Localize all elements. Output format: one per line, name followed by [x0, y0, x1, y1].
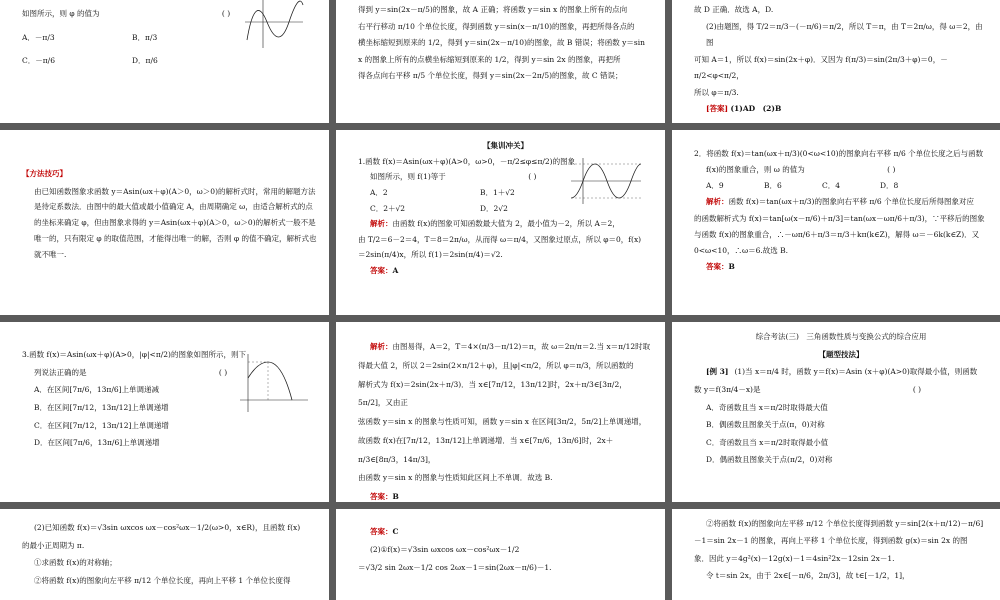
slide-6	[672, 130, 1000, 315]
method-paragraph: 由已知函数图象求函数 y＝Asin(ωx＋φ)(A＞0，ω＞0)的解析式时，常用的解题方法是待定系数法．由图中的最大值或最小值确定 A，由周期确定 ω，由适合解析式的点的坐标来确定 φ，但由图象求得的 y＝Asin(ωx＋φ)(A＞0，ω＞0)的解析式一般不是唯一的，只有限定 φ 的取值范围，才能得出唯一的解，否则 φ 的值不确定，解析式也就不唯一.	[34, 186, 317, 259]
solution-text: 由 T/2＝6－2＝4，T＝8＝2π/ω，从而得 ω＝π/4，又图象过原点，所以 φ＝0，f(x)	[358, 234, 642, 244]
slide-3	[672, 0, 1000, 123]
option-c: C．2＋√2	[370, 203, 406, 213]
solution-text: (2)①f(x)＝√3sin ωxcos ωx－cos²ωx－1/2	[370, 545, 520, 554]
option-b: B．π/3	[132, 32, 158, 42]
sine-graph-figure	[245, 0, 305, 50]
solution-text: ＝√3/2 sin 2ωx－1/2 cos 2ωx－1＝sin(2ωx－π/6)－1.	[358, 563, 552, 572]
solution-line: 得到 y＝sin(2x－π/5)的图象，故 A 正确；将函数 y＝sin x 的图象上所有的点向	[358, 5, 628, 14]
option-d: D．偶函数且图象关于点(π/2，0)对称	[706, 455, 833, 465]
solution-text: 得最大值 2，所以 2＝2sin(2×π/12＋φ)，且|φ|<π/2，所以 φ＝π/3，所以函数的	[358, 360, 634, 370]
solution-text: 故函数 f(x)在[7π/12，13π/12]上单调递增．当 x∈[7π/6，13π/6]时，2x＋π/3∈[8π/3，14π/3]，	[358, 435, 614, 464]
solution-line: 故 D 正确．故选 A，D.	[694, 5, 774, 14]
question-text: f(x)的图象重合，则 ω 的值为	[706, 165, 805, 175]
answer-value: A	[392, 266, 399, 275]
answer-paren: ( )	[887, 165, 896, 175]
answer-value: C	[392, 527, 399, 536]
section-title: 【集训冲关】	[483, 141, 528, 150]
option-d: D．在区间[7π/6，13π/6]上单调递增	[34, 438, 160, 448]
question-text: 2．将函数 f(x)＝tan(ωx＋π/3)(0<ω<10)的图象向右平移 π/6 个单位长度之后与函数	[694, 149, 984, 158]
answer-label: 答案：	[370, 266, 393, 275]
solution-label: 解析：	[370, 219, 393, 229]
solution-text: 象．因此 y＝4g²(x)－12g(x)－1＝4sin²2x－12sin 2x－1.	[694, 553, 895, 563]
option-b: B．在区间[7π/12，13π/12]上单调递增	[34, 402, 169, 412]
question-text: 1.函数 f(x)＝Asin(ωx＋φ)(A>0，ω>0，－π/2≤φ≤π/2)的图象	[358, 156, 576, 166]
solution-text: 解析式为 f(x)＝2sin(2x＋π/3)．当 x∈[7π/12，13π/12]时，2x＋π/3∈[3π/2，5π/2]，又由正	[358, 379, 627, 408]
example-label: [例 3]	[706, 367, 729, 377]
solution-text: 0<ω<10，∴ω＝6.故选 B.	[694, 245, 789, 255]
solution-line: 得各点向右平移 π/5 个单位长度，得到 y＝sin(2x－2π/5)的图象，故 C 错误；	[358, 71, 623, 80]
slide-7	[0, 322, 329, 502]
question-text: 列说法正确的是	[34, 367, 87, 377]
answer-paren: ( )	[912, 384, 922, 394]
method-title: 【方法技巧】	[22, 169, 67, 178]
slide-5	[336, 130, 665, 315]
answer-label: 答案：	[370, 527, 393, 536]
option-b: B．6	[764, 181, 782, 191]
option-b: B．1＋√2	[480, 187, 515, 197]
question-text: ②将函数 f(x)的图象向左平移 π/12 个单位长度，再向上平移 1 个单位长度得	[34, 575, 291, 585]
answer-value: B	[392, 492, 399, 501]
option-b: B．偶函数且图象关于点(π，0)对称	[706, 420, 825, 430]
sine-graph-figure	[571, 156, 643, 206]
solution-line: x 的图象上所有的点横坐标缩短到原来的 1/2，得到 y＝sin 2x 的图象，再把所	[358, 54, 621, 64]
solution-text: 令 t＝sin 2x，由于 2x∈[－π/6，2π/3]，故 t∈[－1/2，1]，	[706, 570, 910, 580]
option-d: D．8	[880, 181, 899, 191]
option-a: A．9	[706, 181, 724, 191]
option-d: D．2√2	[480, 203, 508, 213]
solution-text: 由函数 f(x)的图象可知函数最大值为 2，最小值为－2，所以 A＝2，	[392, 219, 620, 229]
slide-11	[336, 509, 665, 600]
option-c: C．4	[822, 181, 841, 191]
solution-label: 解析：	[706, 197, 729, 207]
question-text: 数 y＝f(3π/4－x)是	[694, 384, 761, 394]
solution-line: (2)由题图，得 T/2＝π/3－(－π/6)＝π/2，所以 T＝π，由 T＝2π/ω，得 ω＝2，由图	[706, 21, 983, 47]
option-c: C．在区间[7π/12，13π/12]上单调递增	[34, 420, 169, 430]
slide-4	[0, 130, 329, 315]
answer-paren: ( )	[528, 172, 537, 182]
answer-value: B	[728, 261, 735, 271]
solution-text: 与函数 f(x)的图象重合，∴－ωπ/6＋π/3＝π/3＋kπ(k∈Z)，解得 ω＝－6k(k∈Z)．又	[694, 229, 980, 239]
solution-line: 所以 φ＝π/3.	[694, 87, 739, 97]
question-text: 的最小正周期为 π.	[22, 540, 85, 550]
section-heading: 综合考法(三) 三角函数性质与变换公式的综合应用	[755, 332, 927, 341]
solution-label: 解析：	[370, 342, 393, 351]
solution-text: 弦函数 y＝sin x 的图象与性质可知，函数 y＝sin x 在区间[3π/2，5π/2]上单调递增，	[358, 417, 647, 426]
slide-1	[0, 0, 329, 123]
option-a: A．奇函数且当 x＝π/2时取得最大值	[706, 402, 828, 412]
solution-text: 函数 f(x)＝tan(ωx＋π/3)的图象向右平移 π/6 个单位长度后所得图象对应	[728, 197, 974, 207]
option-a: A．－π/3	[22, 32, 55, 42]
sine-graph-figure	[240, 352, 310, 414]
question-text: 3.函数 f(x)＝Asin(ωx＋φ)(A>0，|φ|<π/2)的图象如图所示，则下	[22, 350, 246, 359]
option-a: A．在区间[7π/6，13π/6]上单调递减	[34, 385, 160, 395]
slide-12	[672, 509, 1000, 600]
slide-8	[336, 322, 665, 502]
option-c: C．奇函数且当 x＝π/2时取得最小值	[706, 437, 829, 447]
answer-label: 答案：	[706, 261, 729, 271]
solution-text: －1＝sin 2x－1 的图象，再向上平移 1 个单位长度，得到函数 g(x)＝sin 2x 的图	[694, 536, 968, 546]
question-text: (2)已知函数 f(x)＝√3sin ωxcos ωx－cos²ωx－1/2(ω>0，x∈R)，且函数 f(x)	[34, 523, 301, 532]
solution-text: 的函数解析式为 f(x)＝tan[ω(x－π/6)＋π/3]＝tan(ωx－ωπ/6＋π/3)，∵平移后的图象	[694, 213, 985, 223]
solution-text: ②将函数 f(x)的图象向左平移 π/12 个单位长度得到函数 y＝sin[2(x＋π/12)－π/6]	[706, 519, 984, 528]
slide-10	[0, 509, 329, 600]
answer-paren: ( )	[218, 367, 228, 377]
solution-text: 由图易得，A＝2，T＝4×(π/3－π/12)＝π，故 ω＝2π/π＝2.当 x＝π/12时取	[392, 342, 651, 351]
solution-text: 由函数 y＝sin x 的图象与性质知此区间上不单调．故选 B.	[358, 473, 553, 483]
question-text: 如图所示，则 φ 的值为	[22, 9, 100, 18]
question-text: (1)当 x＝π/4 时，函数 y＝f(x)＝Asin (x＋φ)(A>0)取得最小值，则函数	[734, 367, 978, 377]
answer-label: [答案]	[706, 104, 729, 113]
question-text: ①求函数 f(x)的对称轴；	[34, 558, 117, 568]
solution-text: ＝2sin(π/4)x，所以 f(1)＝2sin(π/4)＝√2.	[358, 250, 503, 260]
solution-line: 右平行移动 π/10 个单位长度，得到函数 y＝sin(x－π/10)的图象，再把所得各点的	[358, 21, 635, 31]
option-d: D．π/6	[132, 56, 158, 66]
solution-line: 横坐标缩短到原来的 1/2，得到 y＝sin(2x－π/10)的图象，故 B 错误；将函数 y＝sin	[358, 38, 645, 47]
answer-value: (1)AD (2)B	[730, 104, 782, 113]
section-subtitle: 【题型技法】	[818, 349, 864, 359]
solution-line: 可知 A＝1，所以 f(x)＝sin(2x＋φ)．又因为 f(π/3)＝sin(2π/3＋φ)＝0，－π/2<φ<π/2，	[694, 54, 948, 80]
question-text: 如图所示，则 f(1)等于	[370, 172, 446, 182]
option-a: A．2	[370, 187, 388, 197]
answer-paren: ( )	[221, 9, 231, 18]
answer-label: 答案：	[370, 492, 393, 501]
slide-9	[672, 322, 1000, 502]
option-c: C．－π/6	[22, 56, 55, 66]
slide-2	[336, 0, 665, 123]
